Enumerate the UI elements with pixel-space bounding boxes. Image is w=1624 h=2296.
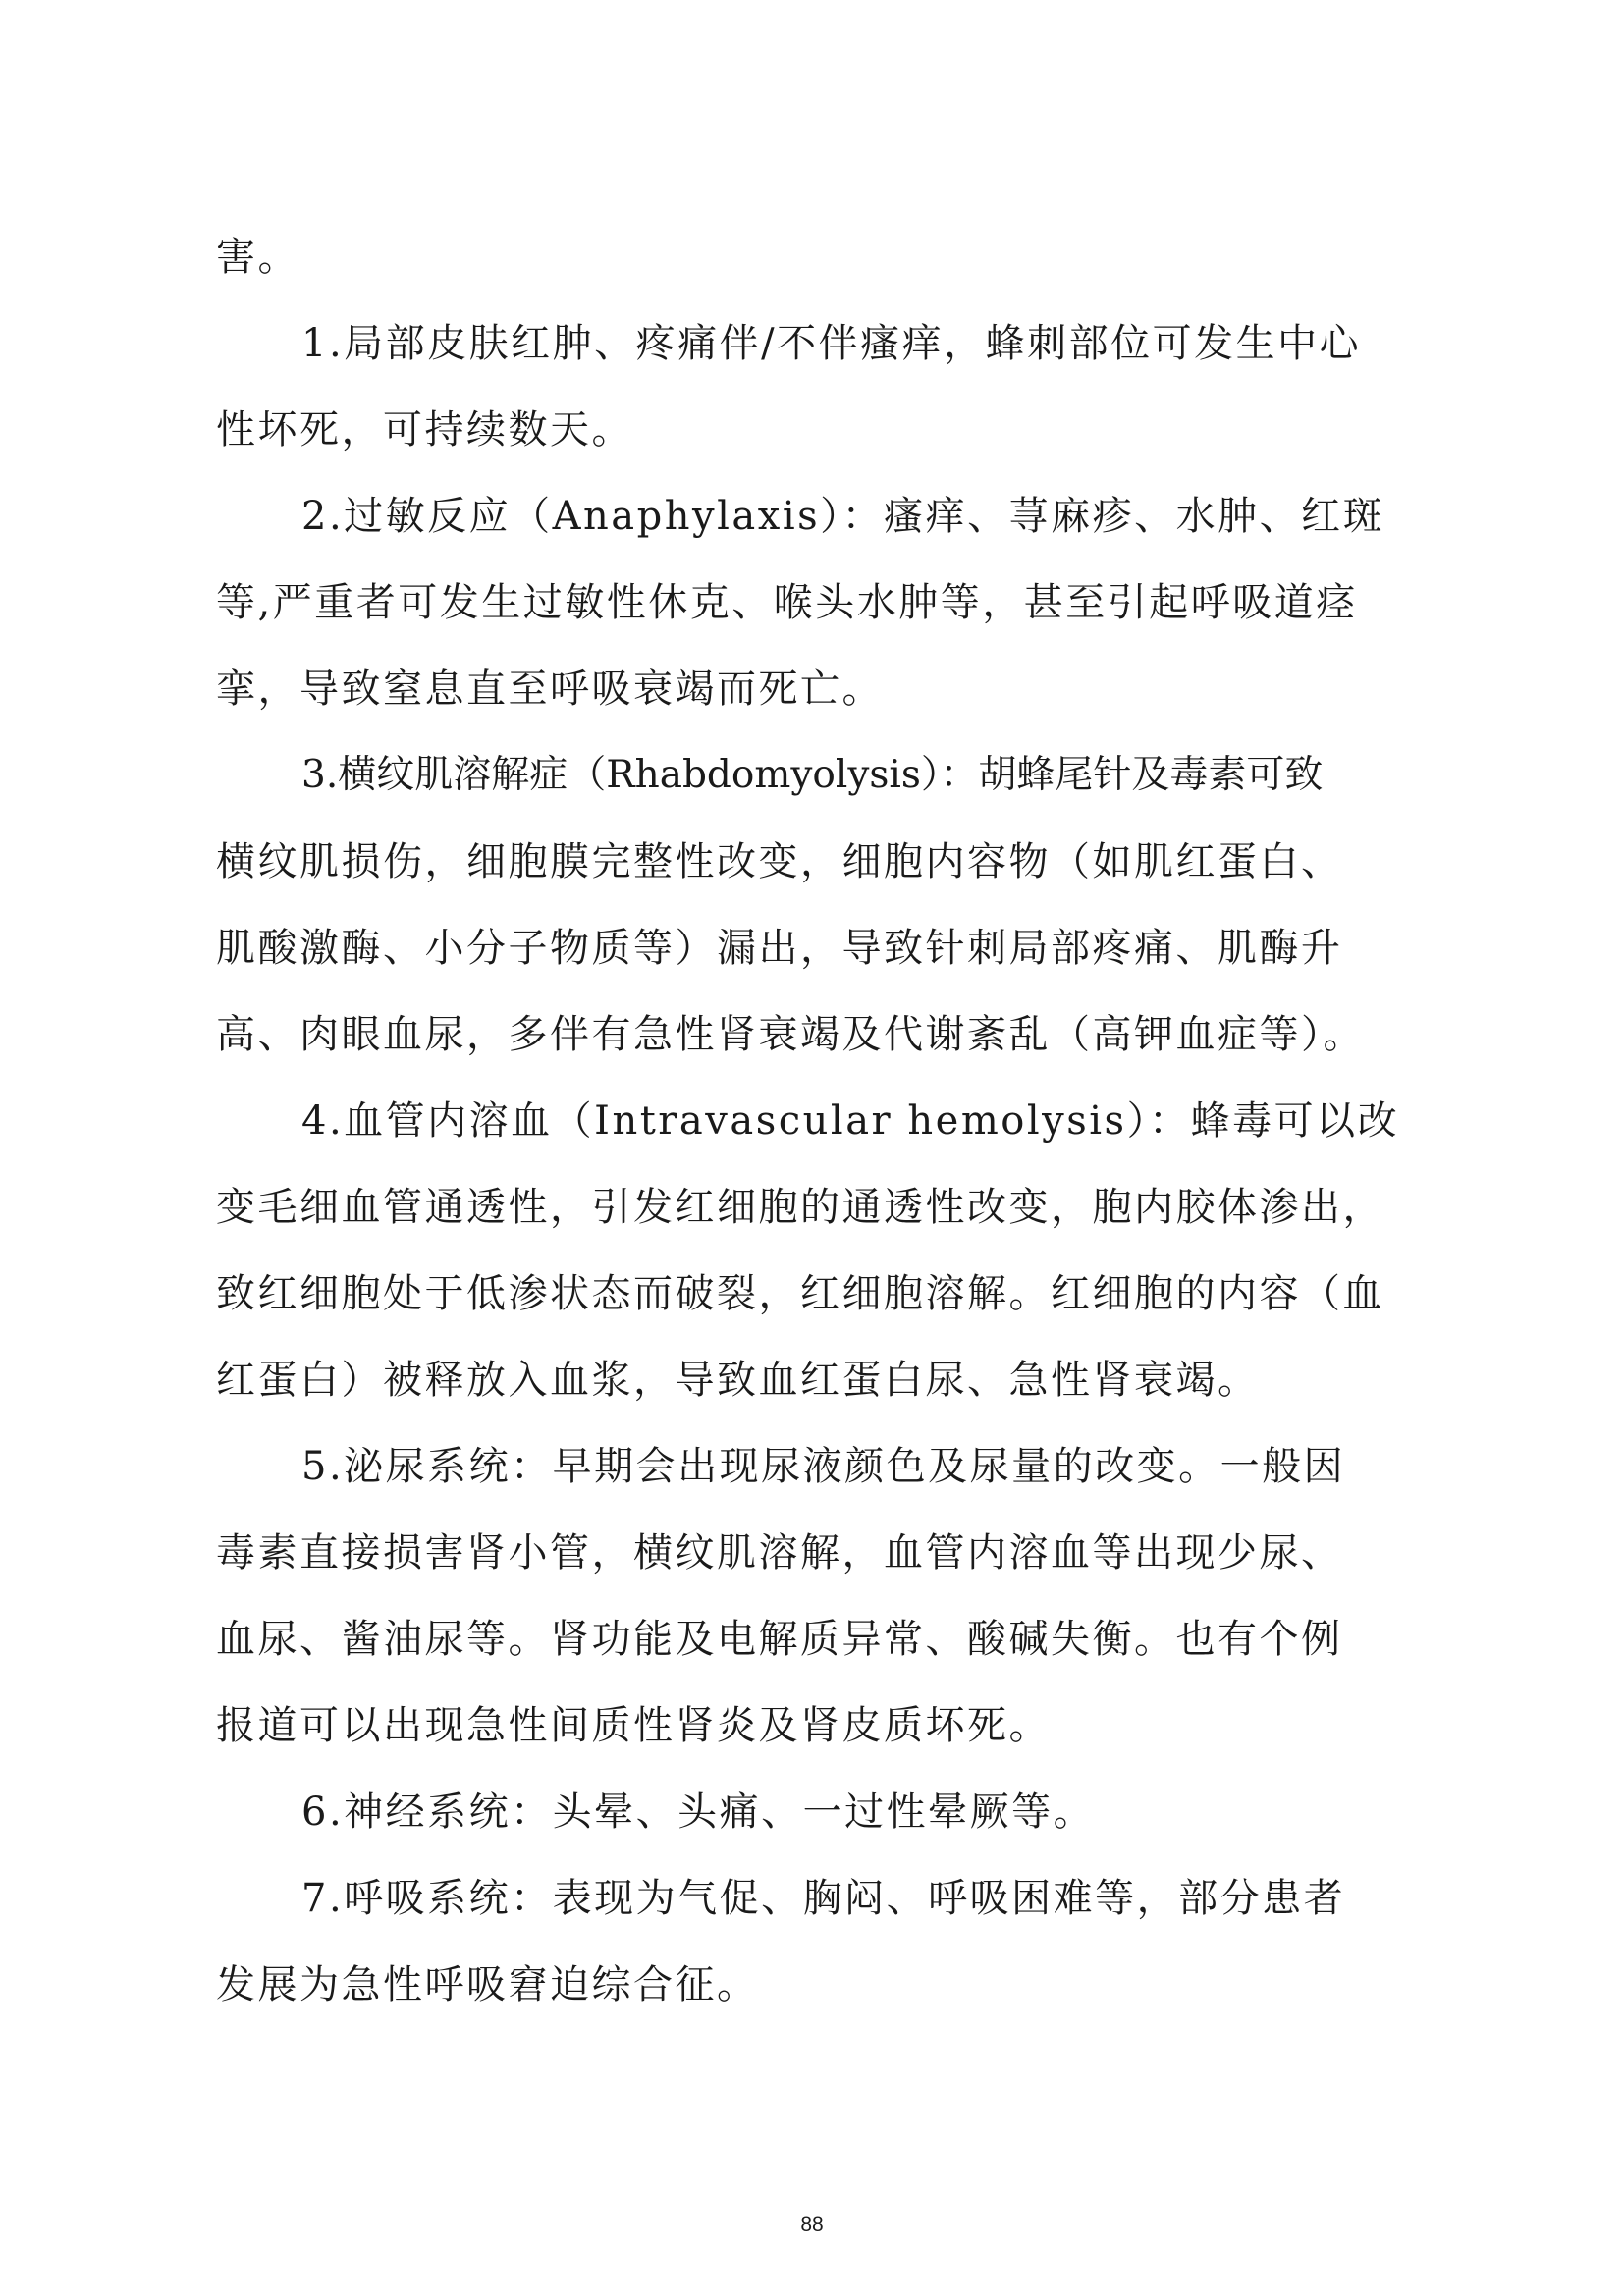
page-number: 88 [800,2214,824,2236]
list-item-4-line: 致红细胞处于低渗状态而破裂，红细胞溶解。红细胞的内容（血 [216,1271,1384,1316]
list-item-5-line: 血尿、酱油尿等。肾功能及电解质异常、酸碱失衡。也有个例 [216,1617,1343,1662]
list-item-2-line: 2.过敏反应（Anaphylaxis）：瘙痒、荨麻疹、水肿、红斑 [301,494,1385,539]
list-item-5-line: 毒素直接损害肾小管，横纹肌溶解，血管内溶血等出现少尿、 [216,1530,1343,1575]
list-item-4-line: 4.血管内溶血（Intravascular hemolysis）：蜂毒可以改 [301,1098,1400,1144]
list-item-5-line: 5.泌尿系统：早期会出现尿液颜色及尿量的改变。一般因 [301,1444,1346,1489]
list-item-3-line: 3.横纹肌溶解症（Rhabdomyolysis）：胡蜂尾针及毒素可致 [301,753,1324,797]
list-item-7-line: 7.呼吸系统：表现为气促、胸闷、呼吸困难等，部分患者 [301,1876,1346,1921]
list-item-3-line: 高、肉眼血尿，多伴有急性肾衰竭及代谢紊乱（高钾血症等）。 [216,1012,1365,1057]
list-item-1-line: 性坏死，可持续数天。 [216,407,633,453]
list-item-6-line: 6.神经系统：头晕、头痛、一过性晕厥等。 [301,1789,1096,1835]
list-item-2-line: 挛，导致窒息直至呼吸衰竭而死亡。 [216,667,884,712]
text-line: 害。 [216,235,299,280]
list-item-4-line: 变毛细血管通透性，引发红细胞的通透性改变，胞内胶体渗出， [216,1185,1384,1230]
list-item-1-line: 1.局部皮肤红肿、疼痛伴/不伴瘙痒，蜂刺部位可发生中心 [301,321,1362,366]
list-item-2-line: 等,严重者可发生过敏性休克、喉头水肿等，甚至引起呼吸道痉 [216,580,1358,625]
list-item-3-line: 肌酸激酶、小分子物质等）漏出，导致针刺局部疼痛、肌酶升 [216,926,1343,971]
list-item-5-line: 报道可以出现急性间质性肾炎及肾皮质坏死。 [216,1703,1051,1748]
body-text [216,214,1424,2028]
list-item-4-line: 红蛋白）被释放入血浆，导致血红蛋白尿、急性肾衰竭。 [216,1358,1260,1403]
list-item-7-line: 发展为急性呼吸窘迫综合征。 [216,1962,759,2007]
list-item-3-line: 横纹肌损伤，细胞膜完整性改变，细胞内容物（如肌红蛋白、 [216,839,1343,884]
